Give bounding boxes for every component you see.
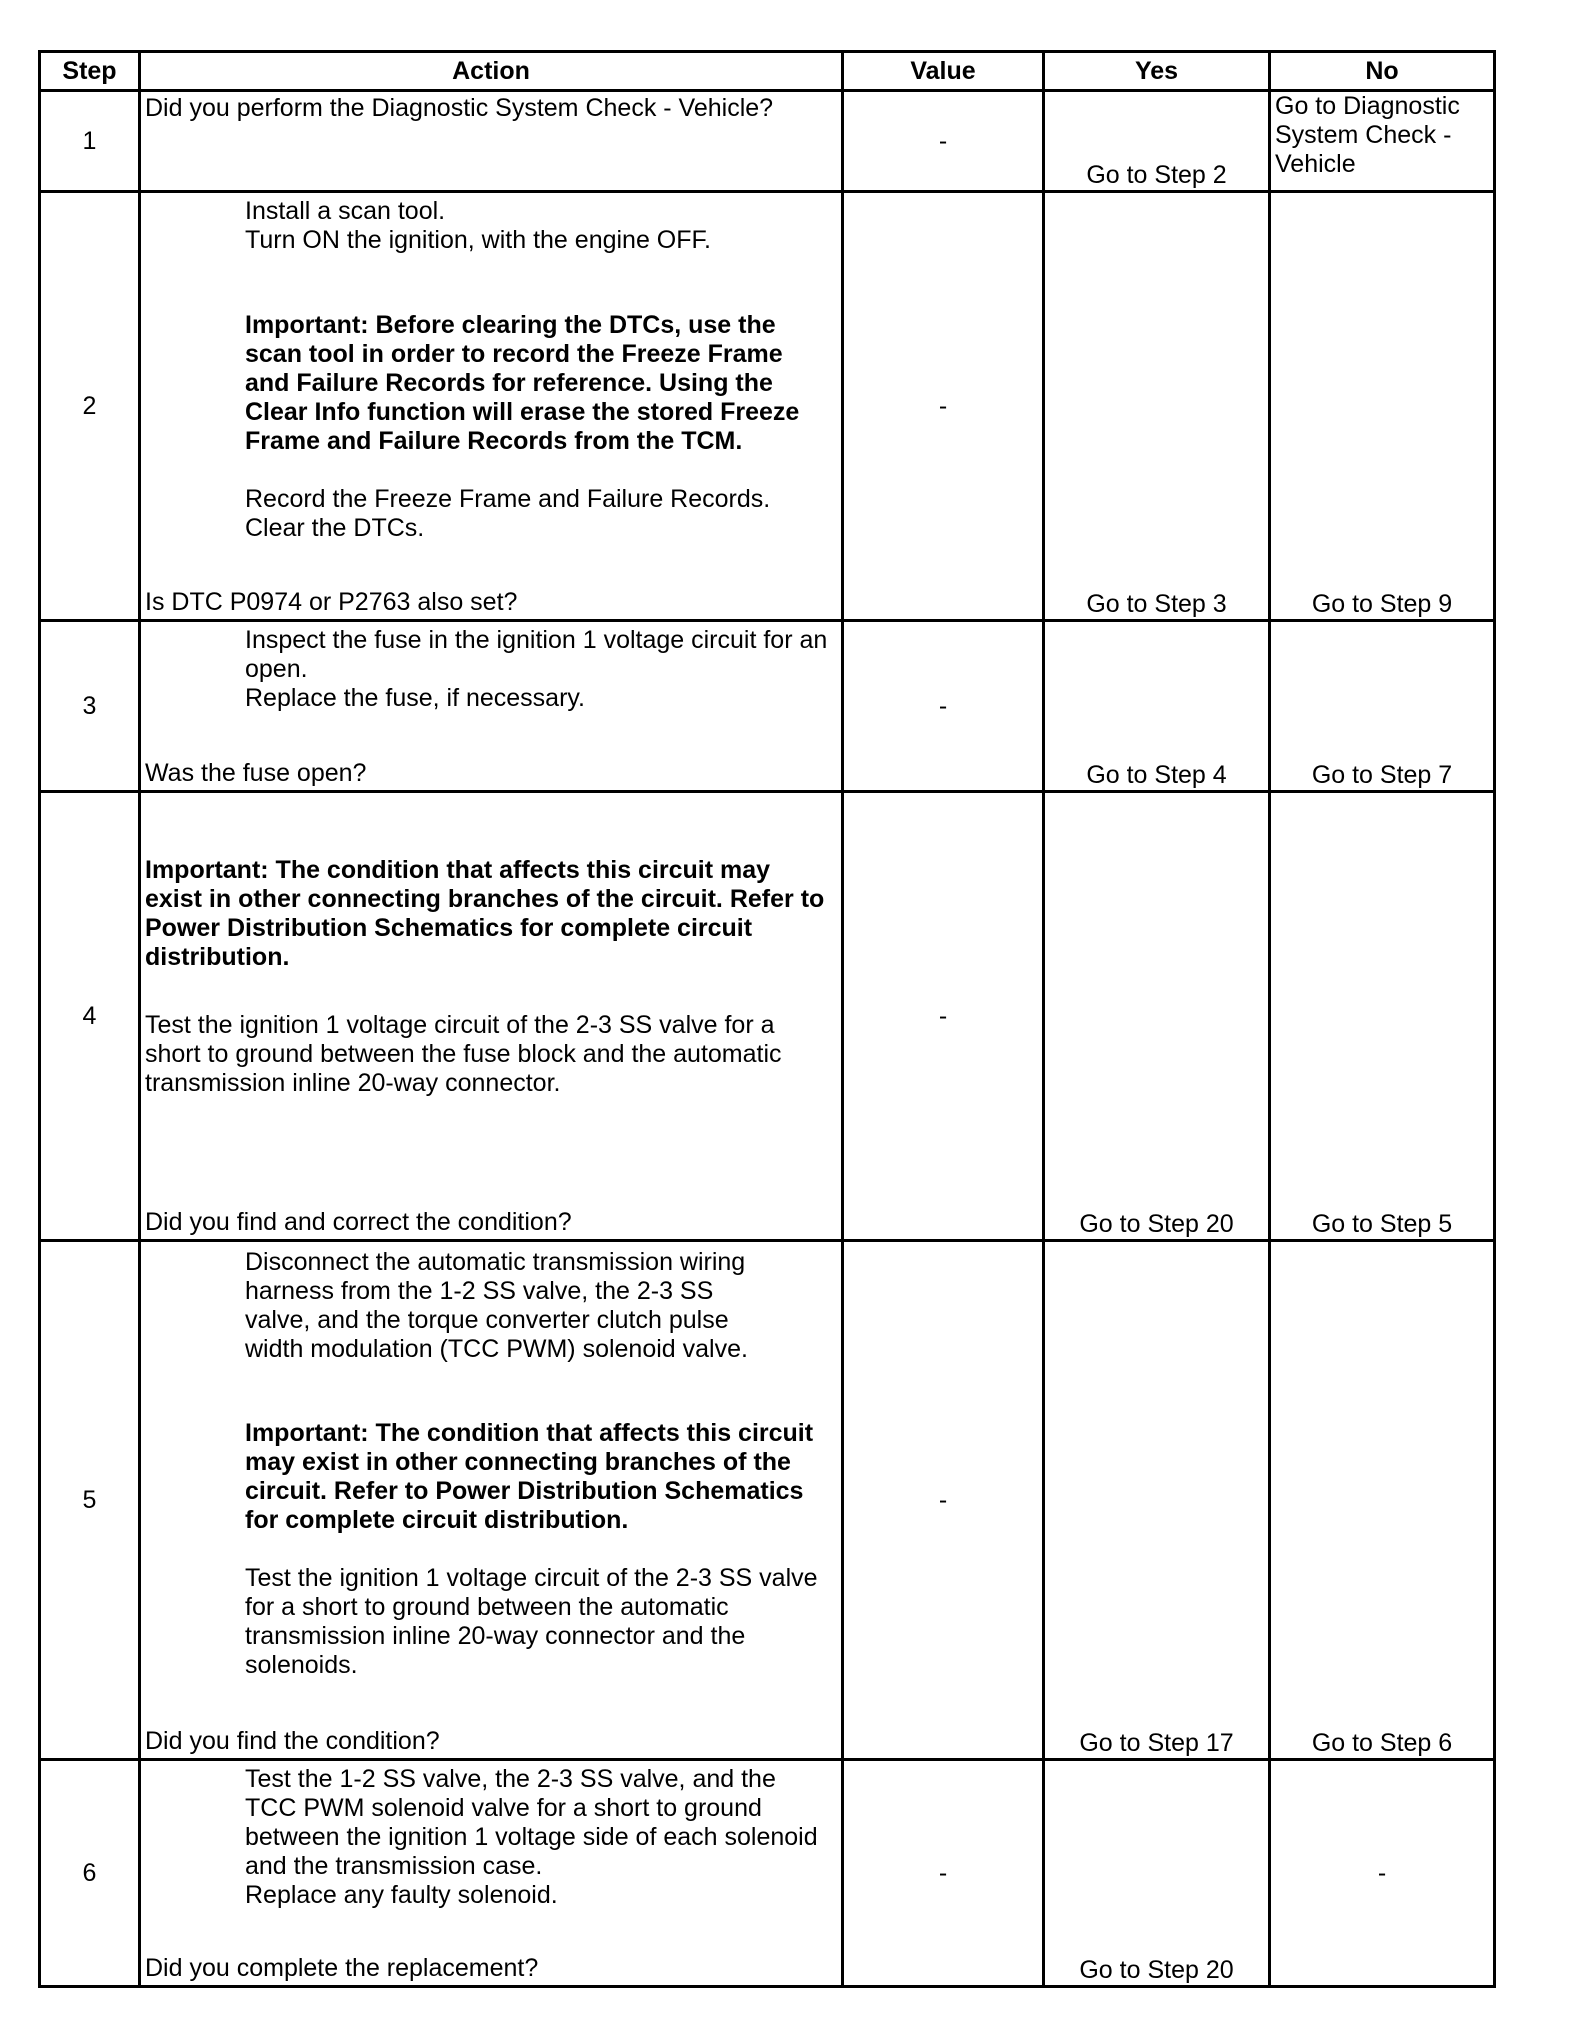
action-step: Clear the DTCs. xyxy=(245,514,425,542)
value-cell: - xyxy=(843,1760,1044,1987)
action-text: Test the ignition 1 voltage circuit of the 2-3 SS valve for a short to ground between the fuse block and the automatic transmission inline 20-way connector. xyxy=(145,1011,782,1097)
table-row xyxy=(40,192,1495,621)
no-cell: Go to Step 7 xyxy=(1270,621,1495,792)
action-cell xyxy=(140,792,843,1241)
value-cell: - xyxy=(843,792,1044,1241)
action-step: Replace the fuse, if necessary. xyxy=(245,684,585,712)
step-number: 4 xyxy=(40,792,140,1241)
important-note: Important: The condition that affects this circuit may exist in other connecting branches of the circuit. Refer to Power Distribution Schematics for complete circuit distribution. xyxy=(245,1419,814,1534)
table-row xyxy=(40,91,1495,192)
table-row xyxy=(40,621,1495,792)
value-cell: - xyxy=(843,91,1044,192)
action-step: Test the 1-2 SS valve, the 2-3 SS valve, and the TCC PWM solenoid valve for a short to ground between the ignition 1 voltage side of each solenoid and the transmission case. xyxy=(245,1765,818,1880)
diagnostic-table xyxy=(38,50,1496,1988)
important-note: Important: Before clearing the DTCs, use the scan tool in order to record the Freeze Frame and Failure Records for reference. Using the Clear Info function will erase the stored Freeze Frame and Failure Records from the TCM. xyxy=(245,311,800,455)
action-cell xyxy=(140,621,843,792)
action-question: Did you complete the replacement? xyxy=(145,1954,539,1982)
yes-cell: Go to Step 20 xyxy=(1044,1760,1270,1987)
action-question: Did you find the condition? xyxy=(145,1727,440,1755)
action-cell xyxy=(140,1241,843,1760)
header-row xyxy=(40,52,1495,91)
action-step: Record the Freeze Frame and Failure Records. xyxy=(245,485,771,513)
action-step: Turn ON the ignition, with the engine OFF. xyxy=(245,226,711,254)
step-number: 3 xyxy=(40,621,140,792)
action-cell xyxy=(140,91,843,192)
action-question: Is DTC P0974 or P2763 also set? xyxy=(145,588,518,616)
header-no: No xyxy=(1270,52,1495,91)
table-row xyxy=(40,792,1495,1241)
header-step: Step xyxy=(40,52,140,91)
action-question: Did you perform the Diagnostic System Check - Vehicle? xyxy=(145,94,774,122)
value-cell: - xyxy=(843,621,1044,792)
step-number: 5 xyxy=(40,1241,140,1760)
yes-cell: Go to Step 2 xyxy=(1044,91,1270,192)
no-cell: Go to Step 6 xyxy=(1270,1241,1495,1760)
yes-cell: Go to Step 3 xyxy=(1044,192,1270,621)
header-yes: Yes xyxy=(1044,52,1270,91)
action-question: Did you find and correct the condition? xyxy=(145,1208,572,1236)
yes-cell: Go to Step 4 xyxy=(1044,621,1270,792)
header-value: Value xyxy=(843,52,1044,91)
no-cell: Go to Diagnostic System Check - Vehicle xyxy=(1270,91,1495,192)
important-note: Important: The condition that affects this circuit may exist in other connecting branches of the circuit. Refer to Power Distribution Schematics for complete circuit distribution. xyxy=(145,856,825,971)
step-number: 1 xyxy=(40,91,140,192)
value-cell: - xyxy=(843,1241,1044,1760)
step-number: 2 xyxy=(40,192,140,621)
action-step: Inspect the fuse in the ignition 1 voltage circuit for an open. xyxy=(245,626,828,683)
value-cell: - xyxy=(843,192,1044,621)
table-row xyxy=(40,1760,1495,1987)
table-row xyxy=(40,1241,1495,1760)
no-cell: - xyxy=(1270,1760,1495,1987)
no-cell: Go to Step 5 xyxy=(1270,792,1495,1241)
yes-cell: Go to Step 17 xyxy=(1044,1241,1270,1760)
no-cell: Go to Step 9 xyxy=(1270,192,1495,621)
action-cell xyxy=(140,192,843,621)
action-step: Test the ignition 1 voltage circuit of the 2-3 SS valve for a short to ground between the automatic transmission inline 20-way connector and the solenoids. xyxy=(245,1564,818,1679)
step-number: 6 xyxy=(40,1760,140,1987)
yes-cell: Go to Step 20 xyxy=(1044,792,1270,1241)
action-step: Install a scan tool. xyxy=(245,197,446,225)
action-step: Replace any faulty solenoid. xyxy=(245,1881,558,1909)
action-step: Disconnect the automatic transmission wiring harness from the 1-2 SS valve, the 2-3 SS valve, and the torque converter clutch pulse width modulation (TCC PWM) solenoid valve. xyxy=(245,1248,748,1363)
header-action: Action xyxy=(140,52,843,91)
action-cell xyxy=(140,1760,843,1987)
action-question: Was the fuse open? xyxy=(145,759,367,787)
